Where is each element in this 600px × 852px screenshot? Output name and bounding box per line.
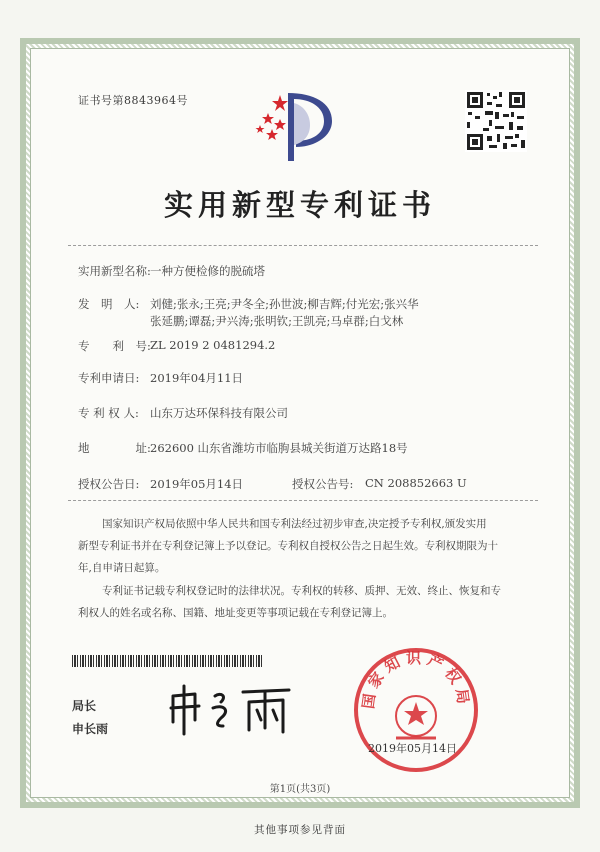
barcode bbox=[72, 655, 262, 667]
body-paragraph-1-line-1: 国家知识产权局依照中华人民共和国专利法经过初步审查,决定授予专利权,颁发实用 bbox=[102, 518, 487, 530]
certificate-number: 证书号第8843964号 bbox=[78, 94, 188, 107]
page-title: 实用新型专利证书 bbox=[163, 188, 436, 222]
application-date-value: 2019年04月11日 bbox=[150, 371, 244, 385]
seal-text: 国家知识产权局 bbox=[359, 649, 473, 710]
cnipa-logo-icon bbox=[250, 85, 340, 165]
director-name: 申长雨 bbox=[72, 722, 109, 736]
owner-label: 专 利 权 人: bbox=[78, 406, 139, 420]
inventor-label: 发 明 人: bbox=[78, 297, 140, 311]
body-paragraph-2-line-2: 利权人的姓名或名称、国籍、地址变更等事项记载在专利登记簿上。 bbox=[78, 607, 393, 619]
inventor-value-line1: 刘健;张永;王亮;尹冬全;孙世波;柳吉辉;付光宏;张兴华 bbox=[150, 297, 419, 311]
application-date-label: 专利申请日: bbox=[78, 371, 140, 385]
body-paragraph-2-line-1: 专利证书记载专利权登记时的法律状况。专利权的转移、质押、无效、终止、恢复和专 bbox=[102, 585, 501, 597]
divider bbox=[68, 500, 538, 501]
grant-number-value: CN 208852663 U bbox=[365, 476, 467, 490]
name-value: 一种方便检修的脱硫塔 bbox=[150, 264, 265, 278]
address-label: 地 址: bbox=[78, 441, 151, 455]
svg-text:国家知识产权局 bbox=[359, 649, 473, 710]
footer-note: 其他事项参见背面 bbox=[254, 824, 346, 836]
grant-date-value: 2019年05月14日 bbox=[150, 477, 244, 491]
patent-number-value: ZL 2019 2 0481294.2 bbox=[150, 338, 276, 352]
body-paragraph-1-line-3: 年,自申请日起算。 bbox=[78, 562, 166, 574]
grant-number-label: 授权公告号: bbox=[292, 477, 354, 491]
qr-code-icon bbox=[465, 90, 527, 152]
body-paragraph-1-line-2: 新型专利证书并在专利登记簿上予以登记。专利权自授权公告之日起生效。专利权期限为十 bbox=[78, 540, 498, 552]
patent-number-label: 专 利 号: bbox=[78, 339, 151, 353]
seal-date: 2019年05月14日 bbox=[368, 742, 457, 755]
owner-value: 山东万达环保科技有限公司 bbox=[150, 406, 288, 420]
divider bbox=[68, 245, 538, 246]
address-value: 262600 山东省潍坊市临朐县城关街道万达路18号 bbox=[150, 441, 408, 455]
grant-date-label: 授权公告日: bbox=[78, 477, 140, 491]
director-signature bbox=[165, 682, 295, 737]
director-title: 局长 bbox=[72, 699, 97, 713]
page-number: 第1页(共3页) bbox=[269, 784, 331, 795]
inventor-value-line2: 张延鹏;谭磊;尹兴涛;张明钦;王凯亮;马卓群;白戈林 bbox=[150, 314, 404, 328]
name-label: 实用新型名称: bbox=[78, 264, 151, 278]
